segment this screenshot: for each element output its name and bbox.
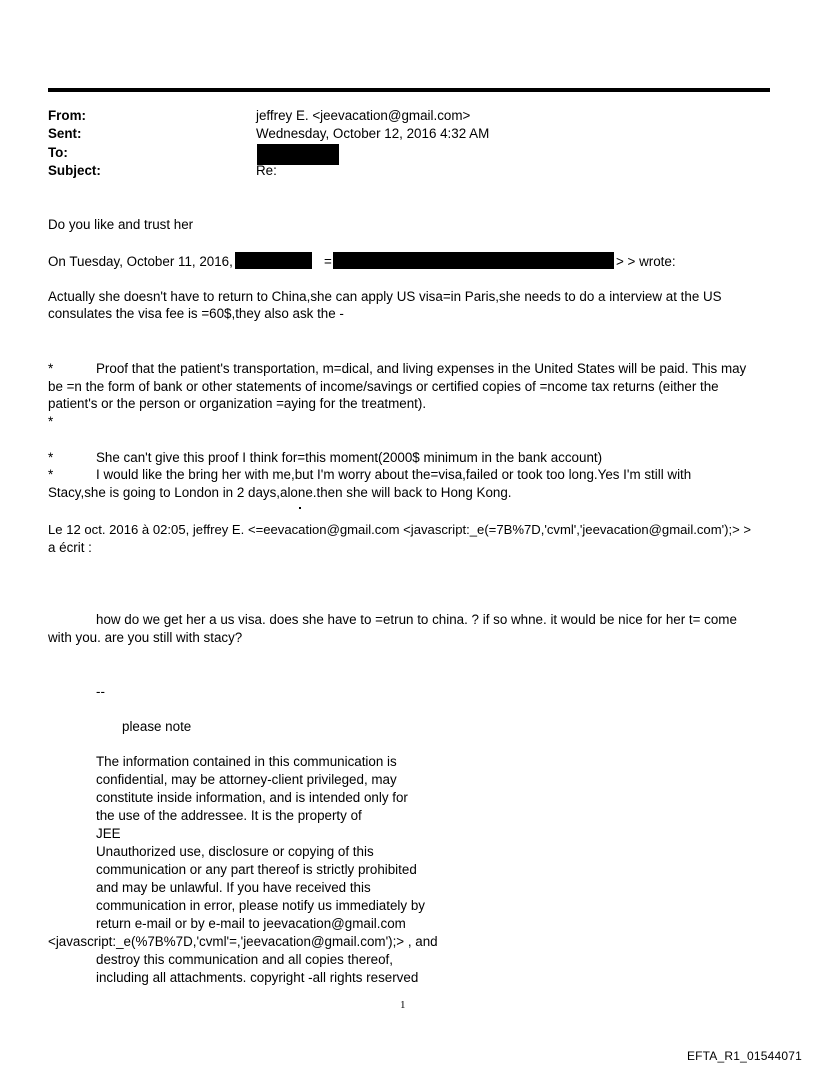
para1-line2: consulates the visa fee is =60$,they also ask the - xyxy=(48,306,344,321)
disclaimer-line: communication in error, please notify us immediately by xyxy=(96,898,425,913)
bullet1-line3: patient's or the person or organization =aying for the treatment). xyxy=(48,396,427,411)
bullet-mark: * xyxy=(48,361,54,376)
le-line1: Le 12 oct. 2016 à 02:05, jeffrey E. <=eevacation@gmail.com <javascript:_e(=7B%7D,'cvml','jeevacation@gmail.com');> > xyxy=(48,522,752,537)
sender-email-redaction xyxy=(333,252,614,269)
subject-label: Subject: xyxy=(48,163,101,178)
how-line1: how do we get her a us visa. does she have to =etrun to china. ? if so whne. it would be nice for her t= come xyxy=(96,612,737,627)
reply-line: Do you like and trust her xyxy=(48,217,194,232)
sender-name-redaction xyxy=(235,252,312,269)
disclaimer-line: <javascript:_e(%7B%7D,'cvml'=,'jeevacation@gmail.com');> , and xyxy=(48,934,438,949)
subject-value: Re: xyxy=(256,163,277,178)
how-line2: with you. are you still with stacy? xyxy=(48,630,243,645)
disclaimer-line: Unauthorized use, disclosure or copying of this xyxy=(96,844,374,859)
bullet3-line2: Stacy,she is going to London in 2 days,alone.then she will back to Hong Kong. xyxy=(48,485,512,500)
please-note: please note xyxy=(122,719,192,734)
disclaimer-line: The information contained in this communication is xyxy=(96,754,397,769)
header-rule xyxy=(48,88,770,92)
disclaimer-line: destroy this communication and all copies thereof, xyxy=(96,952,393,967)
sent-row xyxy=(48,125,768,143)
bullet1-line2: be =n the form of bank or other statements of income/savings or certified copies of =ncome tax returns (either the xyxy=(48,379,719,394)
quote-intro: On Tuesday, October 11, 2016, xyxy=(48,254,233,269)
bullet2-line: She can't give this proof I think for=this moment(2000$ minimum in the bank account) xyxy=(96,450,603,465)
subject-row xyxy=(48,162,768,180)
disclaimer-line: and may be unlawful. If you have received this xyxy=(96,880,371,895)
disclaimer-line: including all attachments. copyright -all rights reserved xyxy=(96,970,419,985)
from-label: From: xyxy=(48,108,86,123)
disclaimer-line: the use of the addressee. It is the property of xyxy=(96,808,362,823)
to-label: To: xyxy=(48,145,68,160)
sent-value: Wednesday, October 12, 2016 4:32 AM xyxy=(256,126,490,141)
disclaimer-line: return e-mail or by e-mail to jeevacation@gmail.com xyxy=(96,916,406,931)
disclaimer-line: JEE xyxy=(96,826,121,841)
para1-line1: Actually she doesn't have to return to China,she can apply US visa=in Paris,she needs to do a interview at the US xyxy=(48,289,722,304)
to-row xyxy=(48,144,768,162)
bullet-mark: * xyxy=(48,450,54,465)
le-line2: a écrit : xyxy=(48,540,92,555)
from-row xyxy=(48,107,768,125)
quote-equals: = xyxy=(324,254,332,269)
disclaimer-line: confidential, may be attorney-client privileged, may xyxy=(96,772,397,787)
disclaimer-line: constitute inside information, and is intended only for xyxy=(96,790,408,805)
bullet1-line1: Proof that the patient's transportation, m=dical, and living expenses in the United States will be paid. This may xyxy=(96,361,747,376)
quote-wrote: > > wrote: xyxy=(616,254,676,269)
sent-label: Sent: xyxy=(48,126,82,141)
signature-dashes: -- xyxy=(96,684,105,699)
from-value: jeffrey E. <jeevacation@gmail.com> xyxy=(256,108,471,123)
document-id: EFTA_R1_01544071 xyxy=(686,1049,802,1063)
bullet3-line1: I would like the bring her with me,but I'm worry about the=visa,failed or took too long.Yes I'm still with xyxy=(96,467,692,482)
page-number: 1 xyxy=(400,999,406,1011)
bullet-mark: * xyxy=(48,414,54,429)
stray-dot xyxy=(299,507,301,509)
disclaimer-line: communication or any part thereof is strictly prohibited xyxy=(96,862,417,877)
bullet-mark: * xyxy=(48,467,54,482)
